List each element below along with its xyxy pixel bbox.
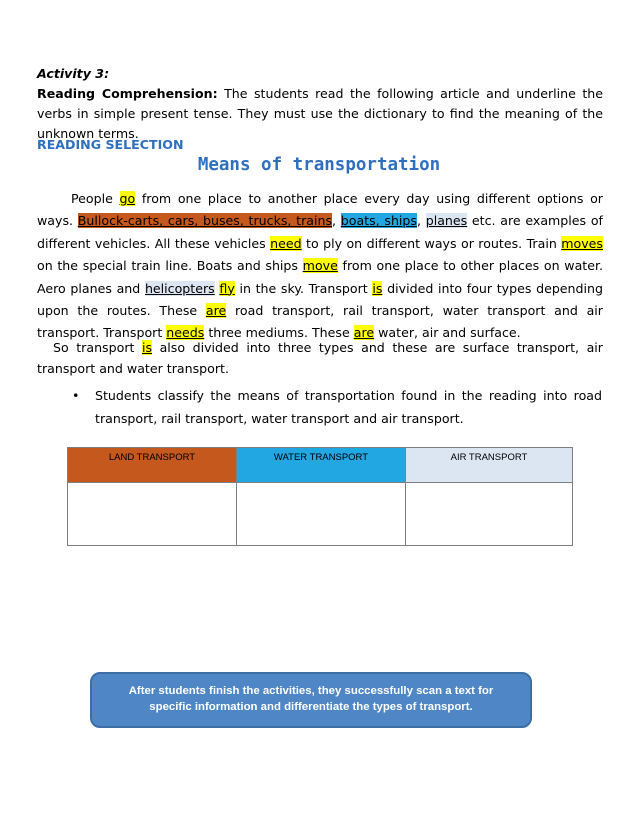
land-transport-header: LAND TRANSPORT [68,448,237,483]
paragraph-2 [37,338,603,379]
text-run: , [416,213,426,229]
text-run: from one place to other places on water. Aero planes and [37,258,603,296]
verb-highlight: needs [166,325,205,341]
text-run: , [332,213,341,229]
text-run: etc. are examples of different vehicles. All these vehicles [37,213,603,251]
verb-highlight: are [205,303,227,319]
text-run: So transport [53,340,142,355]
learning-outcome-callout: After students finish the activities, they successfully scan a text for specific information and differentiate the types of transport. [90,672,532,728]
land-transport-highlight: Bullock-carts, cars, buses, trucks, trains [77,213,333,229]
table-header-row [68,448,573,483]
text-run: from one place to another place every day using different options or ways. [37,191,603,229]
activity-title: Activity 3: [37,66,110,81]
classification-table [67,447,573,546]
table-row [68,483,573,546]
section-header: READING SELECTION [37,137,184,152]
air-transport-header: AIR TRANSPORT [406,448,573,483]
activity-text: The students read the following article and underline the verbs in simple present tense. They must use the dictionary to find the meaning of the unknown terms. [37,86,603,141]
text-run: water, air and surface. [374,325,521,341]
air-transport-highlight: helicopters [144,280,215,296]
paragraph-1 [37,188,603,345]
air-transport-cell[interactable] [406,483,573,546]
bullet-text: Students classify the means of transportation found in the reading into road transport, rail transport, water transport and air transport. [95,388,602,426]
water-transport-header: WATER TRANSPORT [237,448,406,483]
water-transport-highlight: boats, ships [340,213,417,229]
bullet-item [72,384,602,430]
activity-instructions [37,64,603,144]
text-run: on the special train line. Boats and ships [37,258,303,274]
verb-highlight: are [353,325,375,341]
text-run: to ply on different ways or routes. Train [301,235,562,251]
verb-highlight: go [119,191,136,206]
verb-highlight: need [270,235,302,251]
text-run: in the sky. Transport [234,280,373,296]
water-transport-cell[interactable] [237,483,406,546]
text-run: also divided into three types and these are surface transport, air transport and water transport. [37,340,603,376]
land-transport-cell[interactable] [68,483,237,546]
text-run: road transport, rail transport, water transport and air transport. Transport [37,303,603,341]
article-title: Means of transportation [197,155,441,175]
verb-highlight: move [302,258,338,274]
verb-highlight: is [141,340,153,355]
text-run: People [71,191,120,206]
verb-highlight: is [372,280,383,296]
air-transport-highlight: planes [425,213,468,229]
verb-highlight: moves [561,235,603,251]
text-run: divided into four types depending upon the routes. These [37,280,604,319]
activity-text-line [37,84,603,144]
text-run: three mediums. These [204,325,354,341]
verb-highlight: fly [219,280,235,296]
bullet-icon: • [72,388,80,403]
reading-comprehension-label: Reading Comprehension: [37,86,218,101]
